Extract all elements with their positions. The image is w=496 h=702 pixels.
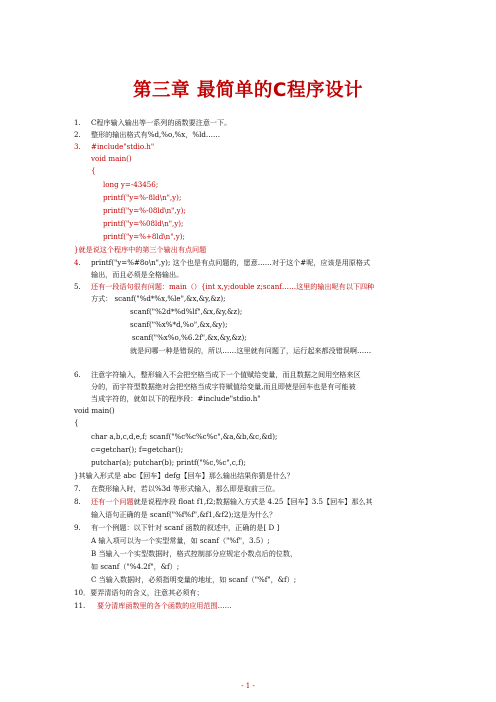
chapter-title: 第三章 最简单的C程序设计 — [132, 80, 364, 101]
item-11-text: 要分清库函数里的各个函数的应用范围…… — [97, 601, 232, 610]
item-3-code-brace: { — [91, 166, 96, 175]
item-6-code: c=getchar(); f=getchar(); — [91, 445, 184, 454]
item-6-text: 分的，而字符型数据绝对会把空格当成字符赋值给变量,而且即使是回车也是有可能被 — [91, 382, 356, 391]
item-9-option: C 当输入数据时，必须指明变量的地址，如 scanf（"%f"，&f）; — [91, 575, 297, 584]
item-6-code: void main() — [74, 406, 115, 415]
item-number: 11. — [74, 601, 86, 610]
item-9-option: A 输入项可以为一个实型常量，如 scanf（"%f"，3.5）; — [91, 536, 270, 545]
item-1-text: C程序输入输出等一系列的函数要注意一下。 — [91, 118, 232, 127]
item-8-text — [91, 497, 373, 507]
item-5-text: 还有一段语句很有问题：main（）{int x,y;double z;scanf……这里的输出呢有以下四种 — [91, 282, 375, 291]
item-9-option: 如 scanf（"%4.2f"，&f）; — [91, 562, 180, 571]
item-3-code-line: printf("y=%-8ld\n",y); — [103, 193, 182, 202]
item-6-text: 当成字符的，就如以下的程序段：#include"stdio.h" — [91, 394, 261, 403]
item-5-code: scanf("%x%*d,%o",&x,&y); — [130, 320, 228, 329]
item-number: 8. — [74, 497, 81, 506]
item-6-code: putchar(a); putchar(b); printf("%c,%c",c,f); — [91, 458, 246, 467]
item-6-text: }其输入形式是 abc【回车】defg【回车】那么输出结果你猜是什么？ — [74, 471, 294, 480]
item-8-rest: 就是说程序段 float f1,f2;数据输入方式是 4.25【回车】3.5【回车】那么其 — [133, 497, 373, 506]
item-4-text: 输出，而且必须是全格输出。 — [91, 270, 184, 279]
item-8-highlight: 还有一个问题 — [91, 497, 134, 506]
item-number: 9. — [74, 523, 81, 532]
item-3-note: }就是说这个程序中的第三个输出有点问题 — [74, 245, 207, 254]
item-number: 4. — [74, 258, 81, 267]
item-number: 1. — [74, 118, 81, 127]
item-3-code-line: printf("y=%08ld\n",y); — [103, 219, 184, 228]
item-9-text: 有一个例题：以下针对 scanf 函数的叙述中，正确的是[ D ] — [91, 523, 280, 532]
item-8-text: 输入语句正确的是 scanf("%f%f",&f1,&f2);这是为什么？ — [91, 510, 277, 519]
item-5-code: scanf("%x%o,%6.2f",&x,&y,&z); — [132, 333, 247, 342]
item-3-code-line: printf("y=%+8ld\n",y); — [103, 232, 185, 241]
item-6-code: { — [74, 418, 79, 427]
item-5-text: 方式： scanf("%d*%x,%le",&x,&y,&z); — [91, 294, 226, 303]
item-3-code-include: #include"stdio.h" — [91, 142, 155, 151]
item-number: 5. — [74, 282, 81, 291]
item-number: 2. — [74, 130, 81, 139]
item-3-code-line: printf("y=%-08ld\n",y); — [103, 206, 186, 215]
item-5-text: 就是问哪一种是错误的，所以……这里就有问题了，运行起来都没错误啊…… — [130, 346, 372, 355]
item-5-code: scanf("%2d*%d%lf",&x,&y,&z); — [130, 307, 243, 316]
item-number: 3. — [74, 142, 81, 151]
item-2-text: 整形的输出格式有%d,%o,%x，%ld…… — [91, 130, 221, 139]
item-4-text: printf("y=%#8o\n",y); 这个也是有点问题的，愿意……对于这个#呢，应该是用原格式 — [91, 258, 371, 267]
item-number: 7. — [74, 484, 81, 493]
item-6-text: 注意字符输入，整形输入不会把空格当成下一个值赋给变量，而且数据之间用空格来区 — [91, 370, 361, 379]
item-3-code-line: long y=-43456; — [103, 180, 159, 189]
item-9-option: B 当输入一个实型数据时，格式控制部分应规定小数点后的位数， — [91, 549, 298, 558]
item-10-text: 10．要弄清语句的含义，注意其必须有； — [74, 588, 204, 597]
item-number: 6. — [74, 370, 81, 379]
item-7-text: 在赘形输入时，若以%3d 等形式输入，那么即是取前三位。 — [91, 484, 280, 493]
page-number: - 1 - — [241, 682, 255, 690]
item-3-code-main: void main() — [91, 154, 132, 163]
item-6-code: char a,b,c,d,e,f; scanf("%c%c%c%c",&a,&b,&c,&d); — [91, 432, 278, 441]
